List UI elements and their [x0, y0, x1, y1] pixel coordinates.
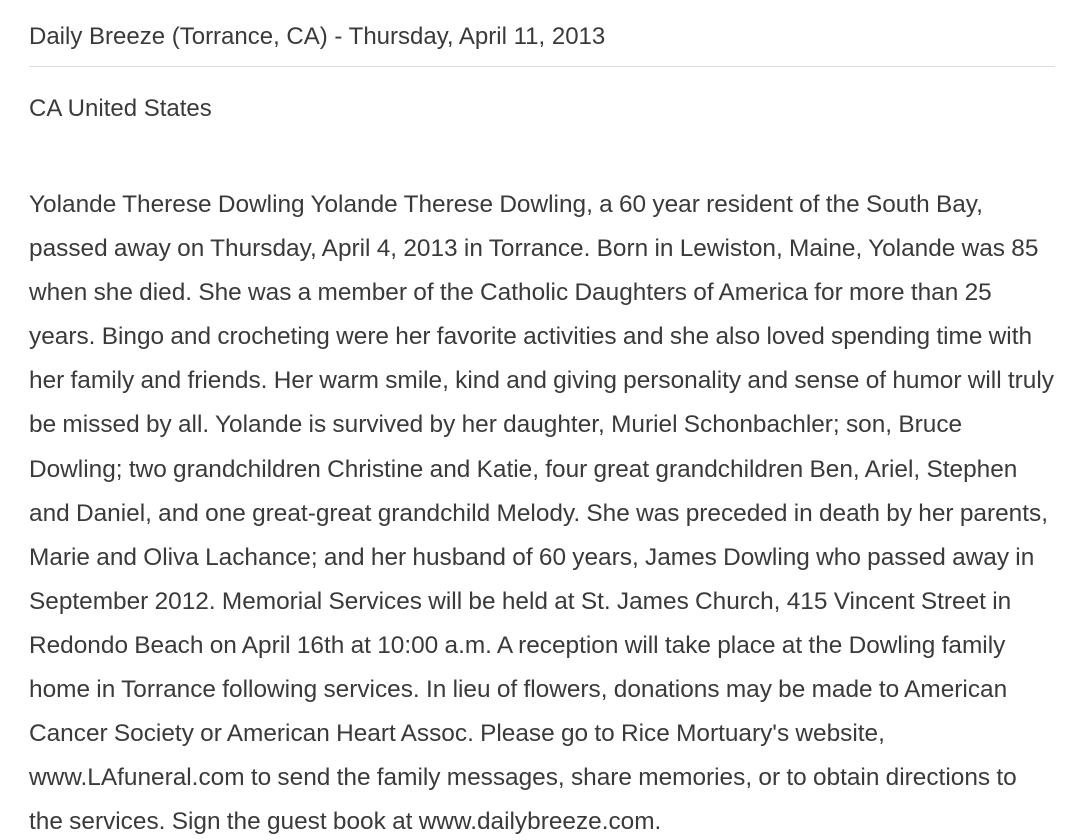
obituary-body-text: Yolande Therese Dowling Yolande Therese Dowling, a 60 year resident of the South Bay, passed away on Thursday, April 4, 2013 in Torrance. Born in Lewiston, Maine, Yolande was 85 when she died. She was a member of the Catholic Daughters of America for more than 25 years. Bingo and crocheting were her favorite activities and she also loved spending time with her family and friends. Her warm smile, kind and giving personality and sense of humor will truly be missed by all. Yolande is survived by her daughter, Muriel Schonbachler; son, Bruce Dowling; two grandchildren Christine and Katie, four great grandchildren Ben, Ariel, Stephen and Daniel, and one great-great grandchild Melody. She was preceded in death by her parents, Marie and Oliva Lachance; and her husband of 60 years, James Dowling who passed away in September 2012. Memorial Services will be held at St. James Church, 415 Vincent Street in Redondo Beach on April 16th at 10:00 a.m. A reception will take place at the Dowling family home in Torrance following services. In lieu of flowers, donations may be made to American Cancer Society or American Heart Assoc. Please go to Rice Mortuary's website, www.LAfuneral.com to send the family messages, share memories, or to obtain directions to the services. Sign the guest book at www.dailybreeze.com.: [29, 191, 1054, 836]
location-line: CA United States: [29, 95, 212, 122]
publication-source-line: Daily Breeze (Torrance, CA) - Thursday, April 11, 2013: [29, 0, 1055, 67]
